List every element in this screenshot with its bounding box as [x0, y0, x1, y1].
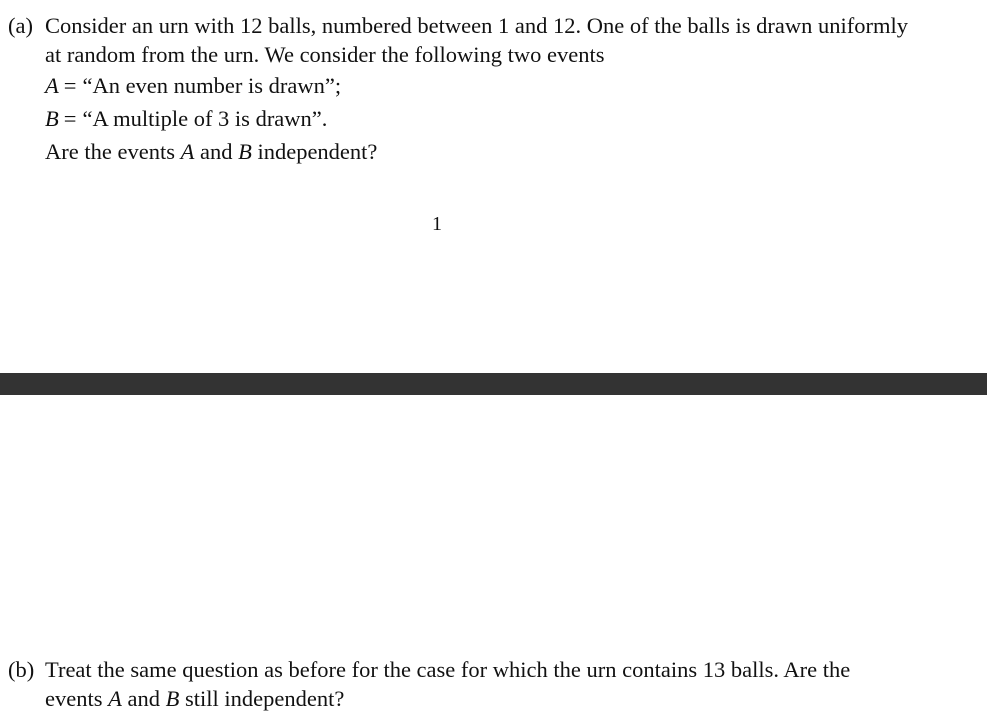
part-b-line-1: Treat the same question as before for the case for which the urn contains 13 balls. Are the	[45, 657, 851, 682]
part-b-text-after: still independent?	[179, 686, 345, 711]
part-b-line-2	[45, 685, 967, 714]
part-a-line-1: Consider an urn with 12 balls, numbered between 1 and 12. One of the balls is drawn uniformly	[45, 13, 908, 38]
event-b-text: “A multiple of 3 is drawn”.	[82, 106, 328, 131]
part-a-question	[45, 138, 967, 167]
part-b-text-before: events	[45, 686, 109, 711]
question-text-middle: and	[194, 139, 239, 164]
event-b-definition	[45, 105, 967, 138]
event-a-variable: A	[45, 73, 59, 98]
part-b-text-middle: and	[121, 686, 166, 711]
question-text-before: Are the events	[45, 139, 181, 164]
part-b-first-line	[8, 656, 967, 685]
page-divider	[0, 373, 987, 395]
event-b-variable: B	[45, 106, 59, 131]
question-variable-a: A	[180, 139, 195, 164]
part-b-label: (b)	[8, 657, 35, 682]
event-a-text: “An even number is drawn”;	[82, 73, 342, 98]
event-b-equals: =	[63, 106, 77, 131]
problem-part-b	[8, 656, 967, 714]
part-b-variable-b: B	[165, 686, 180, 711]
part-b-variable-a: A	[108, 686, 122, 711]
event-a-equals: =	[63, 73, 77, 98]
question-variable-b: B	[238, 139, 252, 164]
part-a-label: (a)	[8, 13, 33, 38]
part-a-first-line	[8, 12, 967, 41]
problem-part-a	[8, 12, 967, 167]
page-number: 1	[432, 213, 442, 235]
part-a-line-2: at random from the urn. We consider the following two events	[45, 42, 605, 67]
question-text-after: independent?	[251, 139, 378, 164]
event-a-definition	[45, 72, 967, 105]
